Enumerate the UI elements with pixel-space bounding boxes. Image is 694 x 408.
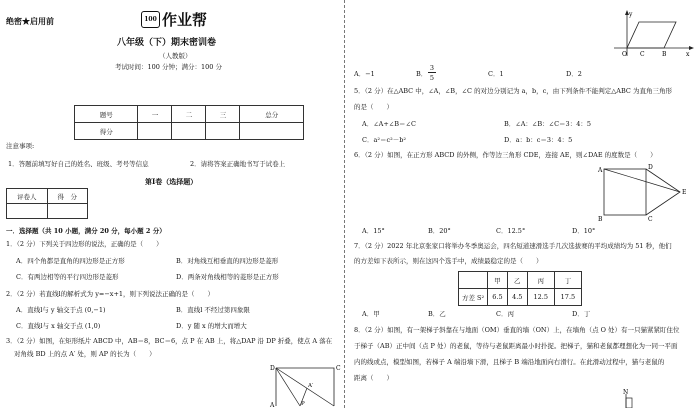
variance-head	[459, 272, 488, 289]
sq-label-b: B	[598, 216, 603, 223]
q5-stem-2: 的是（ ）	[354, 103, 393, 111]
note-item: 1．答题前填写好自己的姓名、班级、考号等信息	[8, 160, 149, 168]
variance-value: 12.5	[527, 289, 554, 306]
q1-option-a: A．四个角都是直角的四边形是正方形	[16, 257, 125, 265]
q1-stem: 1．（2 分）下列关于四边形的说法，正确的是（ ）	[6, 240, 163, 248]
q1-option-b: B．对角线互相垂直的四边形是菱形	[176, 257, 279, 265]
part-heading: 一．选择题（共 10 小题，满分 20 分，每小题 2 分）	[6, 227, 166, 235]
note-item: 2．请将答案正确地书写于试卷上	[190, 160, 286, 168]
rect-label-p: P	[301, 401, 305, 407]
q4-option-c: C．1	[488, 70, 504, 78]
q4-option-a: A．−1	[354, 70, 375, 78]
q2-option-c: C．直线l与 x 轴交于点 (1,0)	[16, 322, 101, 330]
exam-info: 考试时间：100 分钟；满分：100 分	[115, 63, 222, 71]
score-cell	[138, 123, 172, 140]
variance-head: 丁	[554, 272, 581, 289]
logo-badge: 100	[141, 11, 160, 28]
rectangle-figure	[270, 364, 340, 408]
q4-fraction-den: 5	[429, 74, 435, 82]
square-triangle-figure	[598, 163, 694, 223]
q2-option-a: A．直线l与 y 轴交于点 (0,−1)	[16, 306, 106, 314]
grader-table	[6, 188, 88, 219]
score-cell	[172, 123, 206, 140]
edition: （人教版）	[159, 52, 192, 60]
variance-head: 乙	[507, 272, 527, 289]
score-cell: 一	[138, 106, 172, 123]
section-title: 第Ⅰ卷（选择题）	[145, 177, 198, 186]
logo-text: 作业帮	[162, 11, 208, 29]
origin-label: O	[622, 51, 627, 58]
q5-stem: 5．（2 分）在△ABC 中，∠A，∠B，∠C 的对边分别记为 a，b，c，由下列条件不能判定△ABC 为直角三角形	[354, 87, 672, 95]
q1-option-c: C．有两边相等的平行四边形是菱形	[16, 273, 119, 281]
q4-option-b: B．	[416, 70, 428, 78]
q6-option-b: B．20°	[428, 227, 451, 235]
axis-label-x: x	[686, 51, 690, 58]
q3-stem: 3．（2 分）如图，在矩形纸片 ABCD 中，AB＝8，BC＝6，点 P 在 AB 上，将△DAP 沿 DP 折叠，使点 A 落在	[6, 337, 333, 345]
q5-option-a: A．∠A+∠B＝∠C	[362, 120, 416, 128]
sq-label-d: D	[648, 164, 653, 171]
q8-stem-2: 于梯子（AB）正中间（点 P 处）的老鼠，等待与老鼠距离最小时扑捉。把梯子，猫和老鼠都理想化为一同一平面	[354, 342, 678, 350]
variance-row-label: 方差 S²	[459, 289, 488, 306]
rect-label-a: A	[270, 402, 275, 408]
score-cell: 总分	[240, 106, 304, 123]
variance-value: 6.5	[488, 289, 508, 306]
score-cell: 二	[172, 106, 206, 123]
q5-option-b: B．∠A：∠B：∠C＝3：4：5	[504, 120, 591, 128]
score-cell: 题号	[75, 106, 138, 123]
rect-label-d: D	[270, 365, 275, 372]
secret-label: 绝密★启用前	[6, 16, 54, 26]
point-label-b: B	[662, 51, 667, 58]
q2-option-d: D．y 随 x 的增大而增大	[176, 322, 247, 330]
exam-title: 八年级（下）期末密训卷	[117, 38, 217, 48]
q1-option-d: D．两条对角线相等的菱形是正方形	[176, 273, 279, 281]
variance-value: 17.5	[554, 289, 581, 306]
point-label-c: C	[640, 51, 645, 58]
q6-stem: 6．（2 分）如图，在正方形 ABCD 的外侧，作等边三角形 CDE，连接 AE，则∠DAE 的度数是（ ）	[354, 151, 657, 159]
q5-option-d: D．a：b：c＝3：4：5	[504, 136, 573, 144]
coordinate-figure	[612, 8, 694, 63]
variance-head: 丙	[527, 272, 554, 289]
q4-fraction-bar	[428, 72, 436, 73]
grader-cell	[7, 204, 48, 219]
variance-table	[458, 271, 582, 306]
grader-cell	[47, 204, 88, 219]
rect-label-ap: A′	[308, 383, 314, 389]
q6-option-c: C．12.5°	[496, 227, 526, 235]
variance-value: 4.5	[507, 289, 527, 306]
grader-cell: 得 分	[47, 189, 88, 204]
ladder-figure	[612, 388, 642, 408]
notes-heading: 注意事项:	[6, 142, 35, 150]
q6-option-a: A．15°	[362, 227, 385, 235]
sq-label-e: E	[682, 189, 687, 196]
q8-stem-4: 距离（ ）	[354, 374, 393, 382]
q7-option-b: B．乙	[428, 310, 446, 318]
q8-stem: 8．（2 分）如图，有一架梯子斜靠在与地面（OM）垂直的墙（ON）上，在墙角（点 O 处）有一只猫紧紧盯住位	[354, 326, 680, 334]
axis-label-y: y	[629, 11, 633, 18]
ladder-label-n: N	[623, 389, 629, 396]
q7-option-c: C．丙	[496, 310, 514, 318]
q6-option-d: D．10°	[572, 227, 596, 235]
q7-option-a: A．甲	[362, 310, 380, 318]
q7-option-d: D．丁	[572, 310, 591, 318]
sq-label-a: A	[598, 167, 603, 174]
q4-fraction-num: 3	[429, 64, 435, 72]
variance-head: 甲	[488, 272, 508, 289]
q2-stem: 2．（2 分）若直线l的解析式为 y=−x+1，则下列说法正确的是（ ）	[6, 290, 215, 298]
sq-label-c: C	[648, 216, 653, 223]
q8-stem-3: 内的线或点，模型如图，若梯子 A 端沿墙下滑，且梯子 B 端沿地面向右滑行。在此滑动过程中，猫与老鼠的	[354, 358, 665, 366]
score-cell: 三	[206, 106, 240, 123]
q3-stem-2: 对角线 BD 上的点 A′ 处，则 AP 的长为（ ）	[14, 350, 156, 358]
grader-cell: 评卷人	[7, 189, 48, 204]
score-table	[74, 105, 304, 140]
q7-stem: 7．（2 分）2022 年北京张家口将举办冬季奥运会，四名短道速滑选手几次选拔赛的平均成绩均为 51 秒，他们	[354, 242, 672, 250]
rect-label-c: C	[336, 365, 341, 372]
q4-option-d: D．2	[566, 70, 582, 78]
q7-stem-2: 的方差如下表所示，则在这四个选手中，成绩最稳定的是（ ）	[354, 257, 543, 265]
score-cell	[240, 123, 304, 140]
score-cell	[206, 123, 240, 140]
q2-option-b: B．直线l 不经过第四象限	[176, 306, 250, 314]
page-divider	[344, 0, 345, 408]
q5-option-c: C．a²＝c²－b²	[362, 136, 406, 144]
score-cell: 得分	[75, 123, 138, 140]
